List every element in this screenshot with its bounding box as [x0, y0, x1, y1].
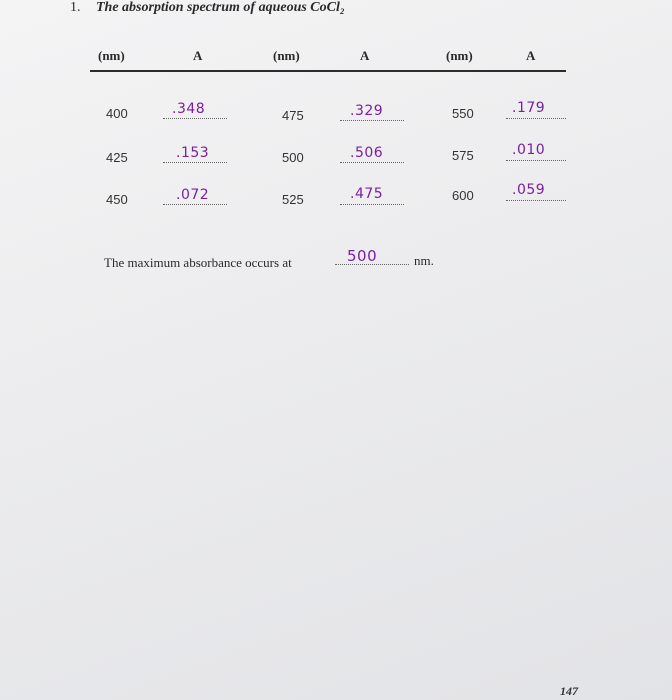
absorbance-answer: .475 [350, 186, 384, 202]
wavelength-cell: 525 [282, 192, 304, 207]
wavelength-cell: 475 [282, 108, 304, 123]
max-absorbance-answer: 500 [347, 247, 378, 265]
wavelength-cell: 400 [106, 106, 128, 121]
question-number: 1. [70, 0, 81, 15]
header-absorbance-3: A [526, 48, 536, 63]
header-absorbance-2: A [360, 48, 370, 63]
absorbance-answer: .072 [176, 187, 210, 203]
wavelength-cell: 450 [106, 192, 128, 207]
question-title: The absorption spectrum of aqueous CoCl₂ [96, 0, 345, 15]
absorbance-answer: .329 [350, 103, 384, 119]
wavelength-cell: 550 [452, 106, 474, 121]
header-wavelength-3: (nm) [446, 48, 473, 63]
absorbance-answer: .059 [512, 182, 546, 198]
header-absorbance-1: A [193, 48, 203, 63]
absorbance-answer: .010 [512, 142, 546, 158]
max-absorbance-prompt: The maximum absorbance occurs at [104, 255, 292, 270]
wavelength-cell: 575 [452, 148, 474, 163]
question-heading [70, 0, 345, 16]
header-wavelength-2: (nm) [273, 48, 300, 63]
absorbance-answer: .179 [512, 100, 546, 116]
wavelength-cell: 425 [106, 150, 128, 165]
wavelength-cell: 600 [452, 188, 474, 203]
header-rule [90, 70, 566, 72]
header-wavelength-1: (nm) [98, 48, 125, 63]
absorbance-answer: .348 [172, 101, 206, 117]
wavelength-cell: 500 [282, 150, 304, 165]
absorbance-answer: .506 [350, 145, 384, 161]
page-number: 147 [560, 684, 578, 698]
absorbance-answer: .153 [176, 145, 210, 161]
max-absorbance-unit: nm. [414, 253, 434, 268]
